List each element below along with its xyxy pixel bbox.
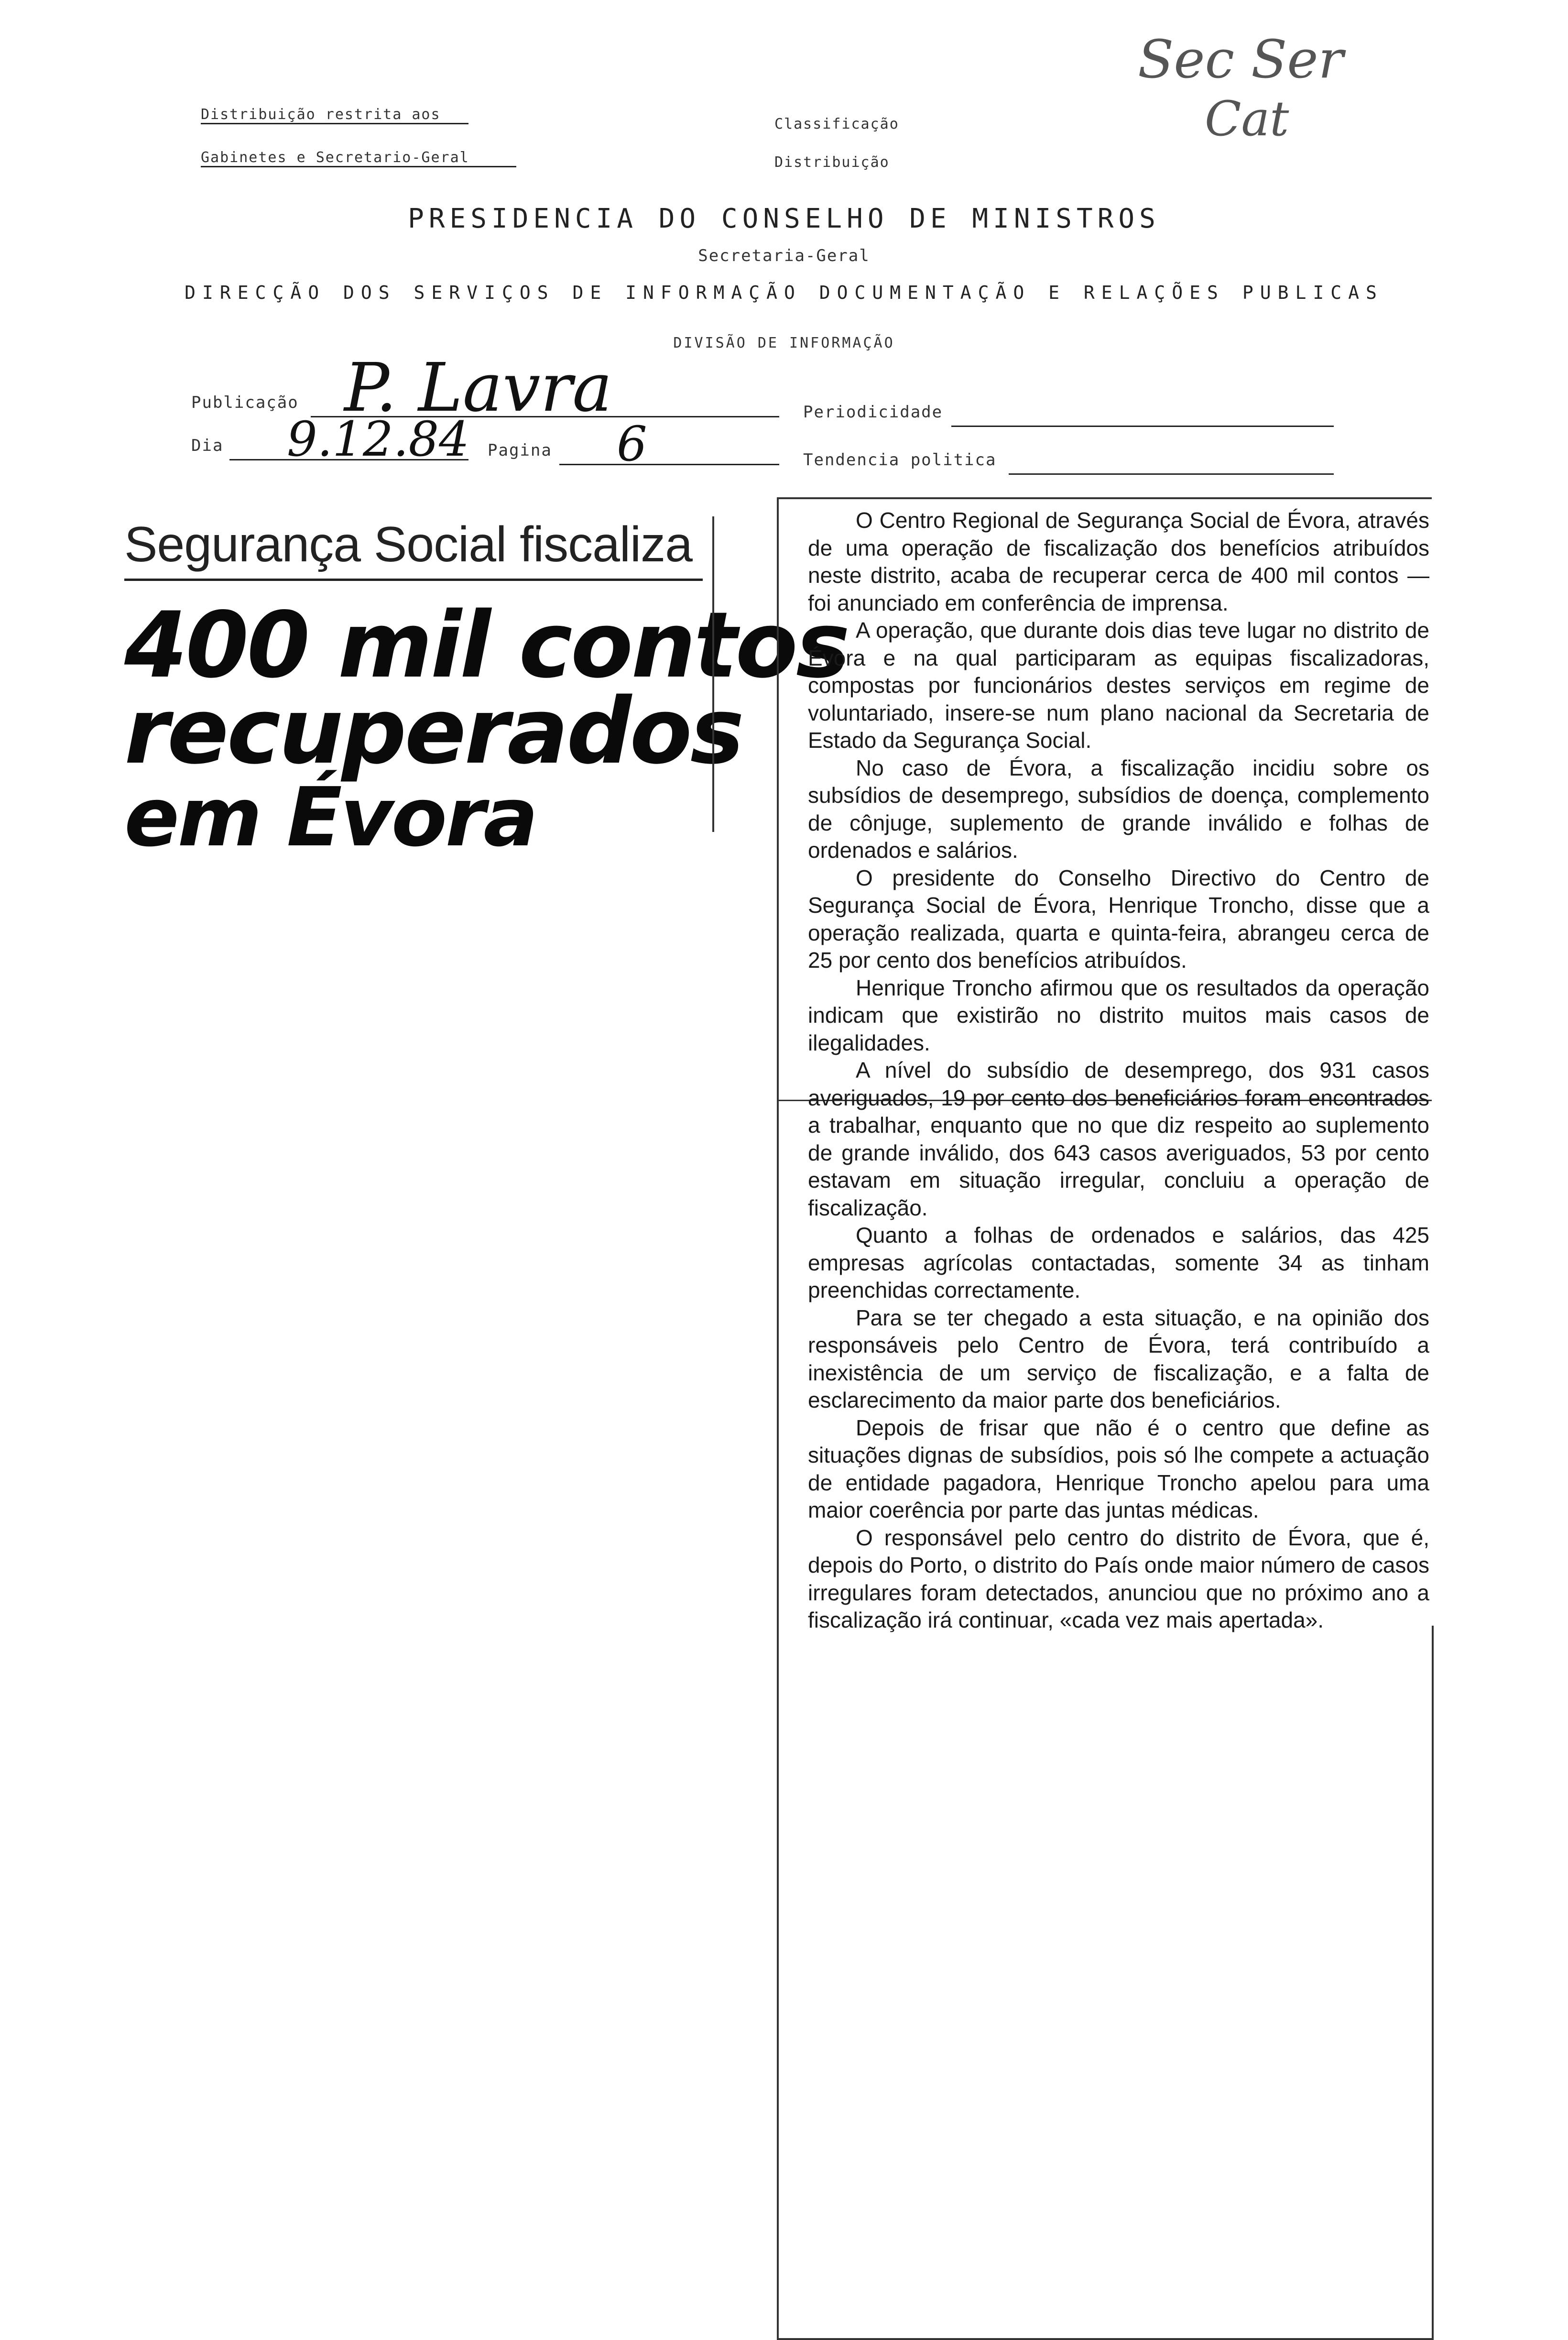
article-paragraph: A nível do subsídio de desemprego, dos 931 casos averiguados, 19 por cento dos beneficiários foram encontrados a trabalhar, enquanto que no que diz respeito ao suplemento de grande inválido, dos 643 casos averiguados, 53 por cento estavam em situação irregular, concluiu a operação de fiscalização. bbox=[808, 1058, 1429, 1220]
kicker-rule bbox=[124, 579, 703, 581]
publication-value: P. Lavra bbox=[344, 349, 612, 427]
directorate-title: DIRECÇÃO DOS SERVIÇOS DE INFORMAÇÃO DOCUMENTAÇÃO E RELAÇÕES PUBLICAS bbox=[185, 282, 1383, 303]
day-label: Dia bbox=[191, 436, 224, 455]
distribution-note-1: Distribuição restrita aos bbox=[201, 106, 468, 124]
headline-block bbox=[96, 507, 849, 865]
distribution-note-2: Gabinetes e Secretario-Geral bbox=[201, 149, 516, 167]
page-label: Pagina bbox=[488, 441, 552, 460]
article-paragraph: A operação, que durante dois dias teve lugar no distrito de Évora e na qual participaram as equipas fiscalizadoras, compostas por funcionários destes serviços em regime de voluntariado, insere-se num plano nacional da Secretaria de Estado da Segurança Social. bbox=[808, 618, 1429, 753]
classification-label: Classificação bbox=[774, 116, 899, 132]
article-paragraph: No caso de Évora, a fiscalização incidiu sobre os subsídios de desemprego, subsídios de doença, complemento de cônjuge, suplemento de grande inválido e folhas de ordenados e salários. bbox=[808, 755, 1429, 863]
periodicity-label: Periodicidade bbox=[803, 403, 943, 422]
article-left-border bbox=[777, 497, 779, 2338]
article-right-border bbox=[1432, 1626, 1434, 2338]
publication-label: Publicação bbox=[191, 393, 299, 412]
stamp-handwriting-1: Sec Ser bbox=[1138, 29, 1344, 90]
distribution-label: Distribuição bbox=[774, 154, 890, 171]
headline-line-1: 400 mil contos bbox=[124, 592, 849, 698]
headline-line-3: em Évora bbox=[124, 770, 536, 865]
article-body bbox=[808, 507, 1429, 1634]
tendency-line bbox=[1009, 473, 1334, 475]
division-title: DIVISÃO DE INFORMAÇÃO bbox=[673, 335, 895, 351]
tendency-label: Tendencia politica bbox=[803, 450, 997, 470]
org-title: PRESIDENCIA DO CONSELHO DE MINISTROS bbox=[408, 203, 1160, 234]
headline-line-2: recuperados bbox=[124, 678, 742, 784]
article-paragraph: O Centro Regional de Segurança Social de Évora, através de uma operação de fiscalização dos benefícios atribuídos neste distrito, acaba de recuperar cerca de 400 mil contos — foi anunciado em conferência de imprensa. bbox=[808, 508, 1429, 615]
page-value: 6 bbox=[617, 416, 647, 472]
article-paragraph: Henrique Troncho afirmou que os resultados da operação indicam que existirão no distrito muitos mais casos de ilegalidades. bbox=[808, 975, 1429, 1055]
day-value: 9.12.84 bbox=[287, 411, 469, 467]
org-subtitle: Secretaria-Geral bbox=[698, 246, 870, 265]
periodicity-line bbox=[951, 426, 1334, 427]
stamp-handwriting-2: Cat bbox=[1205, 91, 1289, 147]
article-paragraph: O presidente do Conselho Directivo do Centro de Segurança Social de Évora, Henrique Troncho, disse que a operação realizada, quarta e quinta-feira, abrangeu cerca de 25 por cento dos benefícios atribuídos. bbox=[808, 865, 1429, 973]
article-paragraph: O responsável pelo centro do distrito de Évora, que é, depois do Porto, o distrito do País onde maior número de casos irregulares foram detectados, anunciou que no próximo ano a fiscalização irá continuar, «cada vez mais apertada». bbox=[808, 1525, 1429, 1632]
article-paragraph: Para se ter chegado a esta situação, e na opinião dos responsáveis pelo Centro de Évora, terá contribuído a inexistência de um serviço de fiscalização, e a falta de esclarecimento da maior parte dos beneficiários. bbox=[808, 1305, 1429, 1412]
article-top-border bbox=[777, 497, 1432, 499]
page-line bbox=[559, 464, 779, 465]
clipping-right-border bbox=[712, 516, 714, 832]
article-paragraph: Depois de frisar que não é o centro que define as situações dignas de subsídios, pois só lhe compete a actuação de entidade pagadora, Henrique Troncho apelou para uma maior coerência por parte das juntas médicas. bbox=[808, 1415, 1429, 1522]
clipping-kicker: Segurança Social fiscaliza bbox=[124, 517, 692, 572]
article-paragraph: Quanto a folhas de ordenados e salários, das 425 empresas agrícolas contactadas, somente 34 as tinham preenchidas correctamente. bbox=[808, 1223, 1429, 1302]
article-bottom-border bbox=[777, 2338, 1434, 2340]
